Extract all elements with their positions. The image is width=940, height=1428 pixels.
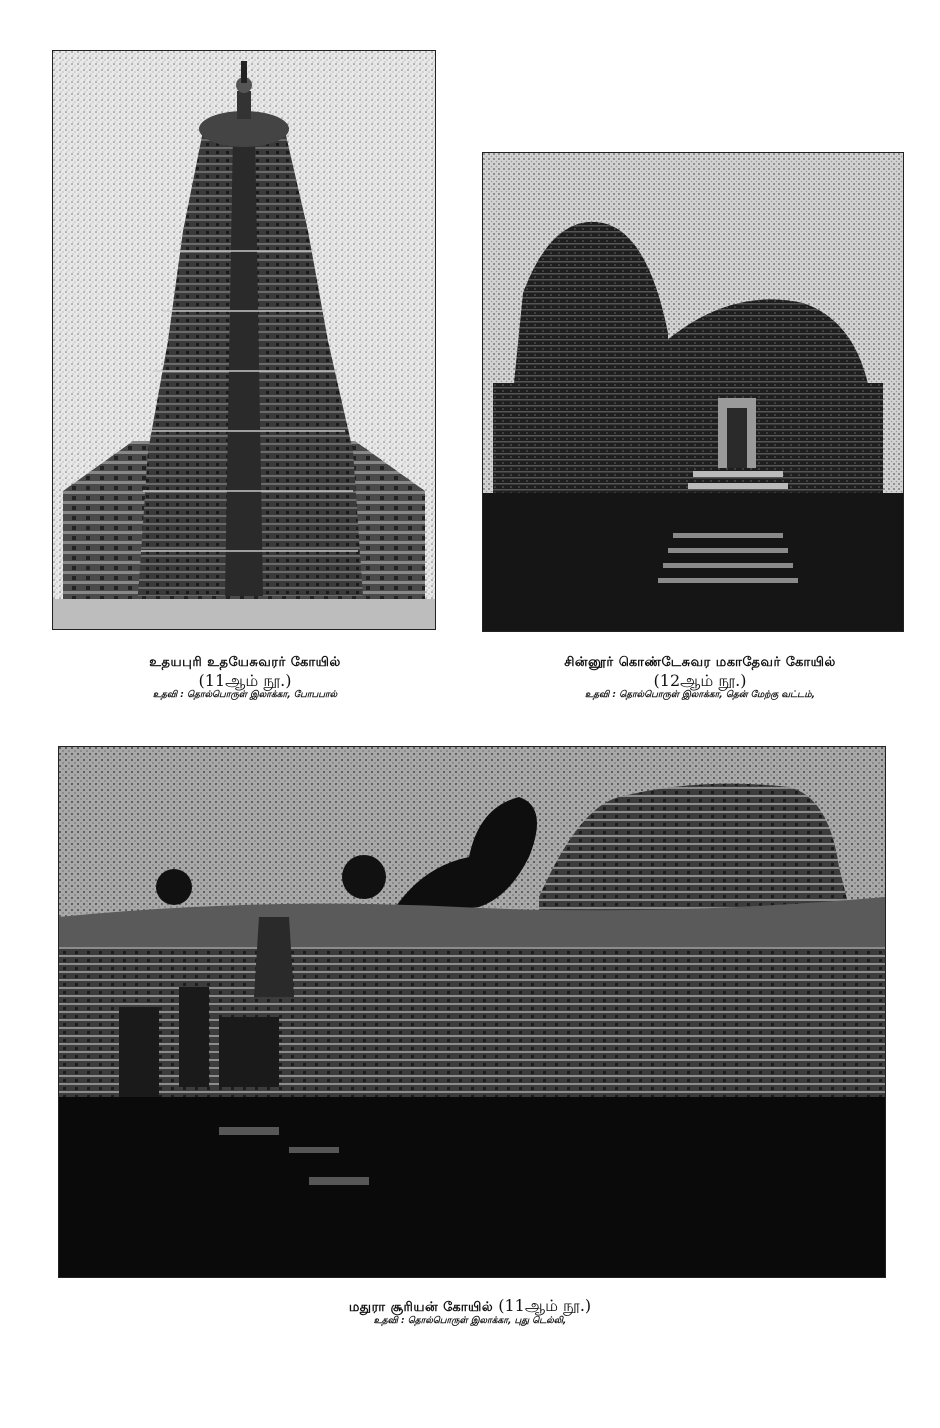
- photo-title: மதுரா சூரியன் கோயில்: [348, 1300, 494, 1315]
- caption-mathura: [230, 1296, 710, 1326]
- photo-period: (11ஆம் நூ.): [498, 1296, 592, 1315]
- photo-period: (12ஆம் நூ.): [653, 670, 747, 690]
- temple-photo-mathura-image: [59, 747, 885, 1277]
- photo-credit: உதவி : தொல்பொருள் இலாக்கா, போபபால்: [152, 689, 338, 700]
- photo-credit: உதவி : தொல்பொருள் இலாக்கா, தென் மேற்கு வட்டம்,: [584, 689, 816, 700]
- temple-photo-udayapur: [52, 50, 436, 630]
- photo-period: (11ஆம் நூ.): [198, 670, 292, 690]
- temple-photo-udayapur-image: [53, 51, 435, 629]
- photo-title-line: [230, 1296, 710, 1316]
- temple-photo-sinnur-image: [483, 153, 903, 631]
- temple-photo-mathura: [58, 746, 886, 1278]
- caption-udayapur: [80, 655, 410, 701]
- photo-credit: உதவி : தொல்பொருள் இலாக்கா, புது டெல்லி,: [373, 1315, 567, 1326]
- photo-title: உதயபுரி உதயேசுவரர் கோயில்: [149, 655, 341, 670]
- photo-title: சின்னூர் கொண்டேசுவர மகாதேவர் கோயில்: [564, 655, 836, 670]
- caption-sinnur: [500, 655, 900, 701]
- temple-photo-sinnur: [482, 152, 904, 632]
